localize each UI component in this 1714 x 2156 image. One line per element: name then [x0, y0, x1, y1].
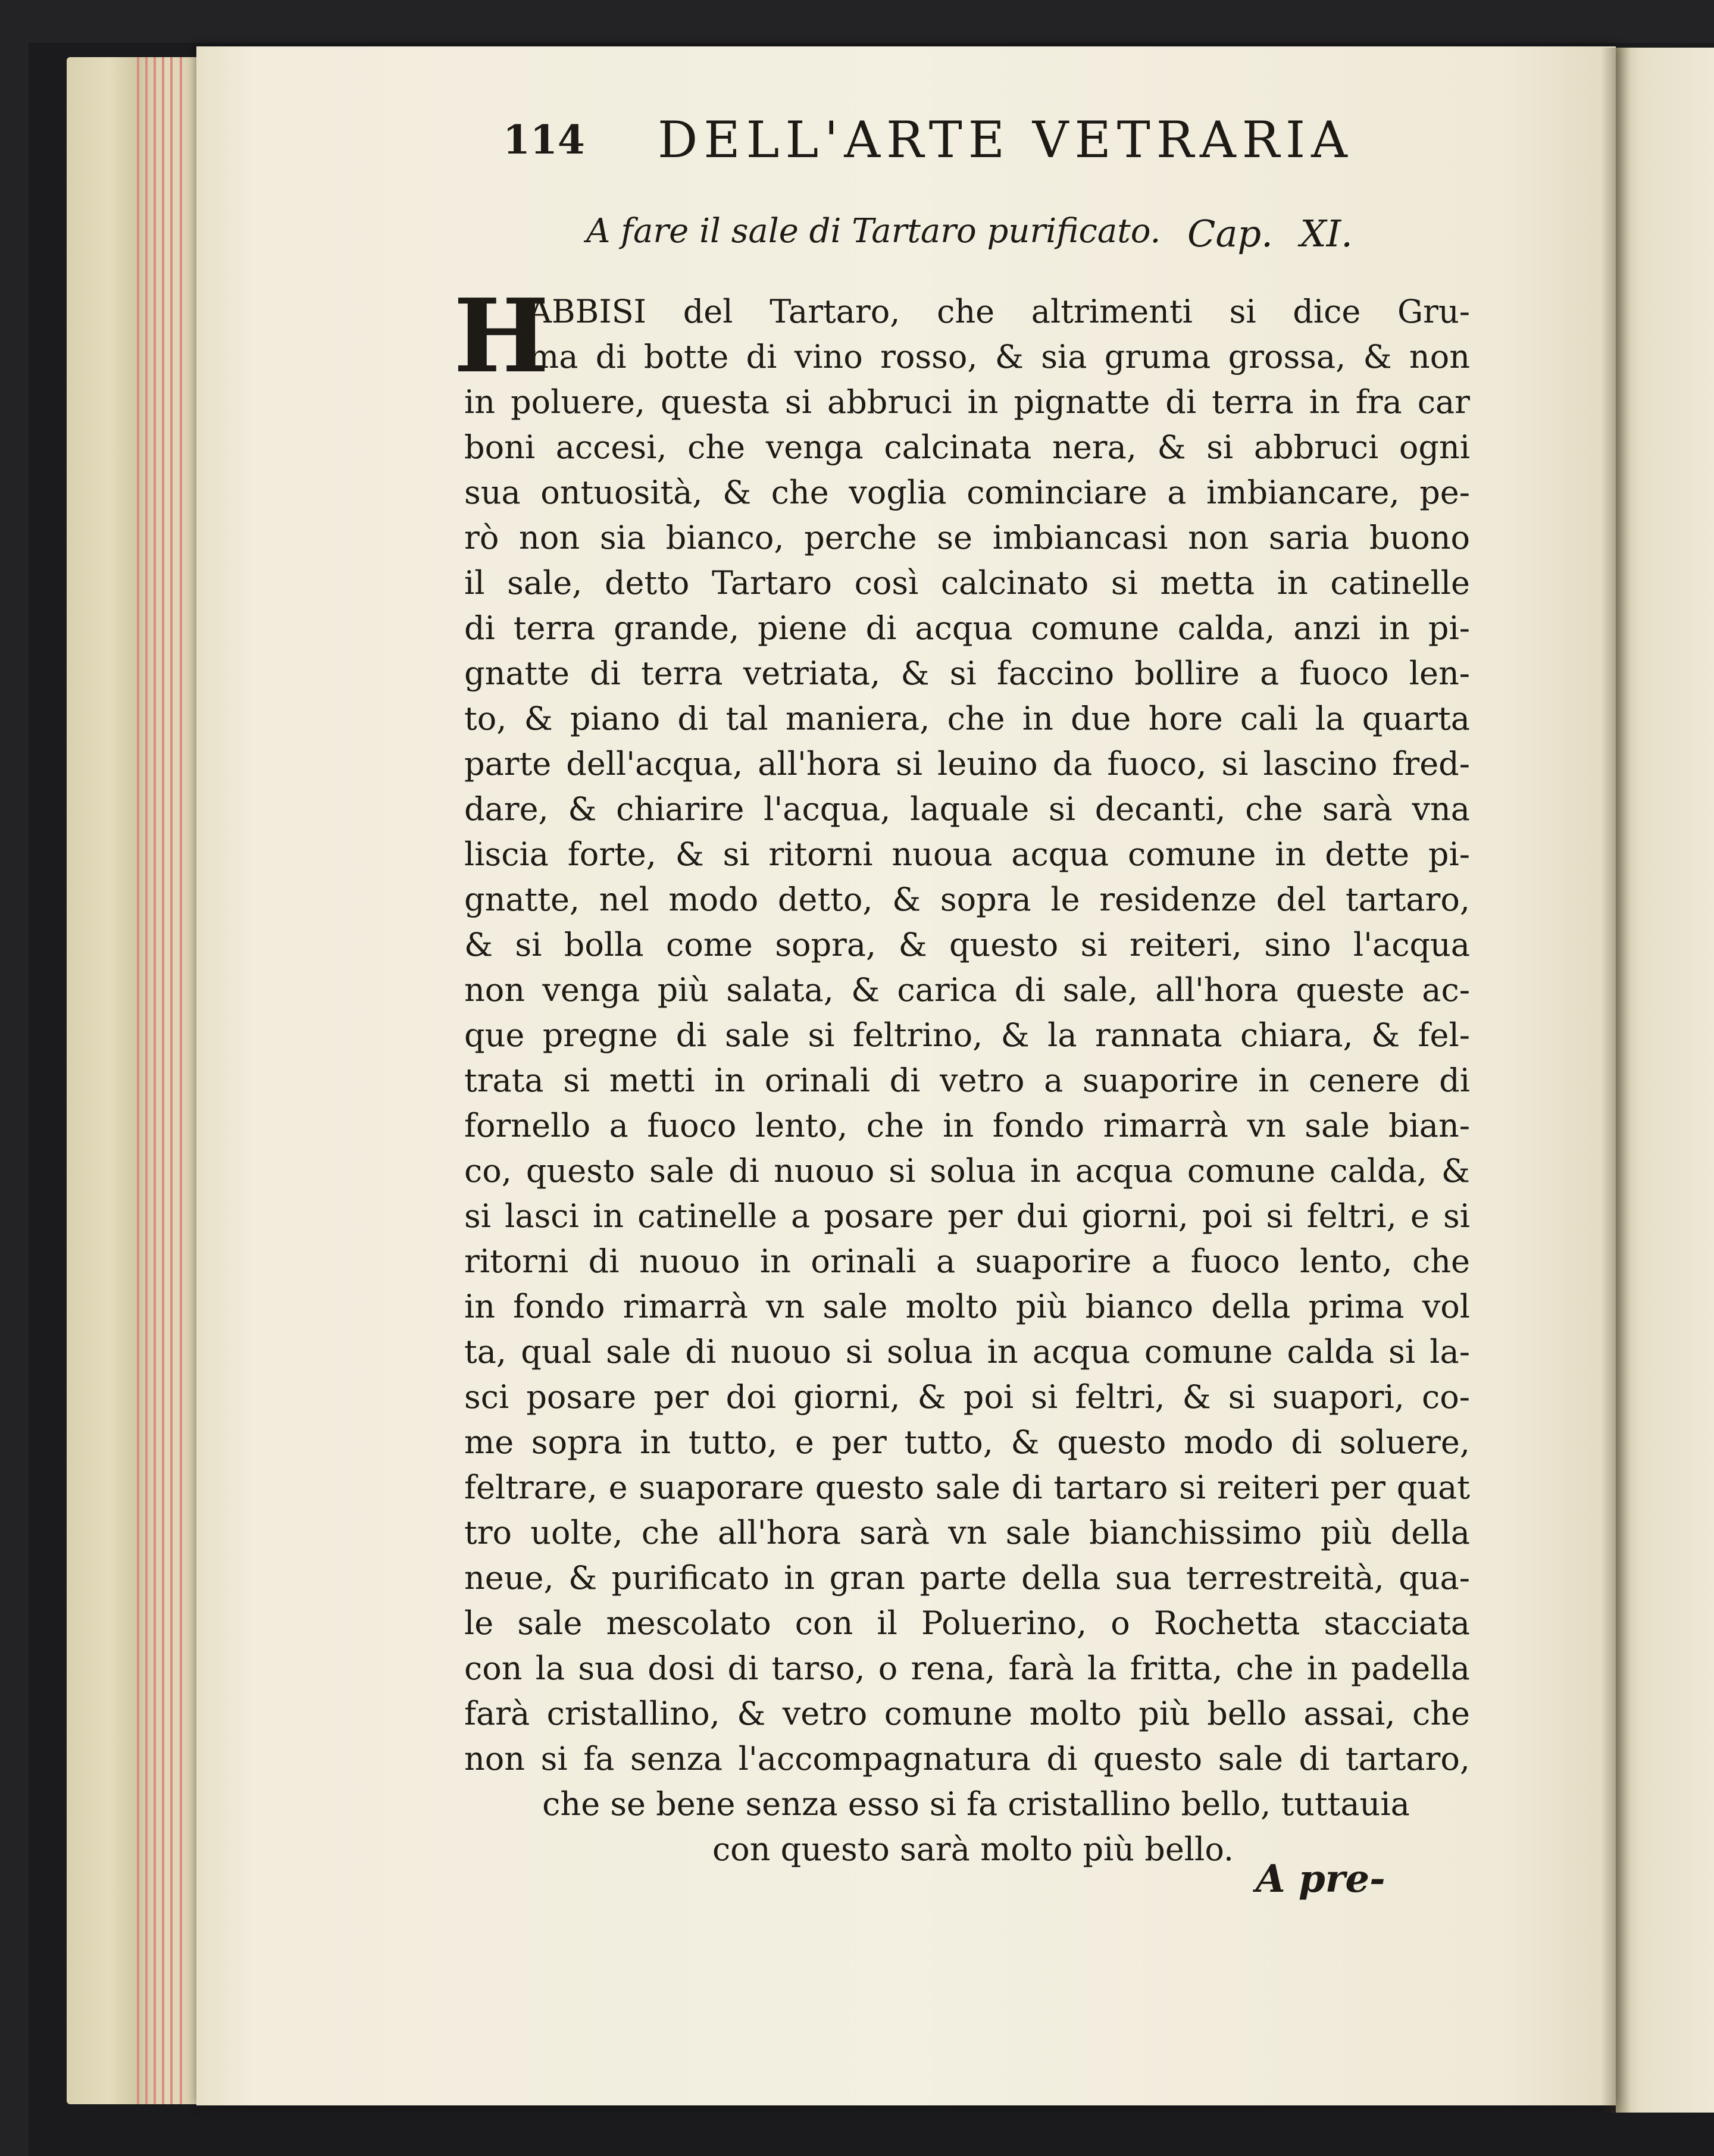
text-line: que pregne di sale si feltrino, & la rannata chiara, & fel-: [464, 1016, 1470, 1054]
text-line: liscia forte, & si ritorni nuoua acqua comune in dette pi-: [464, 836, 1470, 873]
page-number: 114: [503, 117, 585, 163]
text-line: con questo sarà molto più bello.: [712, 1830, 1234, 1868]
text-line: ta, qual sale di nuouo si solua in acqua comune calda si la-: [464, 1333, 1470, 1370]
text-line: dare, & chiarire l'acqua, laquale si decanti, che sarà vna: [464, 790, 1470, 828]
text-line: ritorni di nuouo in orinali a suaporire a fuoco lento, che: [464, 1243, 1470, 1280]
text-line: trata si metti in orinali di vetro a suaporire in cenere di: [464, 1062, 1470, 1099]
chapter-number: Cap. XI.: [1187, 212, 1353, 255]
gutter-shadow: [1601, 48, 1631, 2113]
text-line: & si bolla come sopra, & questo si reiteri, sino l'acqua: [464, 926, 1470, 963]
text-line: ma di botte di vino rosso, & sia gruma grossa, & non: [528, 338, 1470, 375]
text-line: ABBISI del Tartaro, che altrimenti si dice Gru-: [528, 293, 1470, 330]
chapter-title: A fare il sale di Tartaro purificato.: [586, 212, 1161, 251]
text-line: le sale mescolato con il Poluerino, o Rochetta stacciata: [464, 1604, 1470, 1642]
text-line: tro uolte, che all'hora sarà vn sale bianchissimo più della: [464, 1514, 1470, 1551]
text-line: di terra grande, piene di acqua comune calda, anzi in pi-: [464, 609, 1470, 647]
text-line: in fondo rimarrà vn sale molto più bianco della prima vol: [464, 1288, 1470, 1325]
text-line: gnatte di terra vetriata, & si faccino bollire a fuoco len-: [464, 655, 1470, 692]
text-line: sua ontuosità, & che voglia cominciare a imbiancare, pe-: [464, 474, 1470, 511]
text-line: parte dell'acqua, all'hora si leuino da fuoco, si lascino fred-: [464, 745, 1470, 783]
text-line: non venga più salata, & carica di sale, all'hora queste ac-: [464, 971, 1470, 1009]
text-line: gnatte, nel modo detto, & sopra le residenze del tartaro,: [464, 881, 1470, 918]
text-line: fornello a fuoco lento, che in fondo rimarrà vn sale bian-: [464, 1107, 1470, 1144]
body-text: [453, 277, 1470, 1872]
text-line: il sale, detto Tartaro così calcinato si metta in catinelle: [464, 564, 1470, 602]
text-line: co, questo sale di nuouo si solua in acqua comune calda, &: [464, 1152, 1470, 1190]
text-line: me sopra in tutto, e per tutto, & questo modo di soluere,: [464, 1423, 1470, 1461]
text-line: to, & piano di tal maniera, che in due hore cali la quarta: [464, 700, 1470, 737]
text-line: non si fa senza l'accompagnatura di questo sale di tartaro,: [464, 1740, 1470, 1778]
text-line: rò non sia bianco, perche se imbiancasi non saria buono: [464, 519, 1470, 556]
text-line: che se bene senza esso si fa cristallino bello, tuttauia: [542, 1785, 1410, 1823]
drop-capital: H: [453, 277, 549, 396]
catchword: A pre-: [1256, 1857, 1385, 1901]
text-line: con la sua dosi di tarso, o rena, farà la fritta, che in padella: [464, 1650, 1470, 1687]
text-line: sci posare per doi giorni, & poi si feltri, & si suapori, co-: [464, 1378, 1470, 1416]
text-line: neue, & purificato in gran parte della sua terrestreità, qua-: [464, 1559, 1470, 1597]
text-line: feltrare, e suaporare questo sale di tartaro si reiteri per quat: [464, 1469, 1470, 1506]
text-line: in poluere, questa si abbruci in pignatte di terra in fra car: [464, 383, 1470, 421]
text-line: si lasci in catinelle a posare per dui giorni, poi si feltri, e si: [464, 1197, 1470, 1235]
running-title: DELL'ARTE VETRARIA: [658, 111, 1353, 169]
text-line: boni accesi, che venga calcinata nera, & si abbruci ogni: [464, 428, 1470, 466]
text-line: farà cristallino, & vetro comune molto più bello assai, che: [464, 1695, 1470, 1732]
page-edges: [67, 57, 209, 2104]
